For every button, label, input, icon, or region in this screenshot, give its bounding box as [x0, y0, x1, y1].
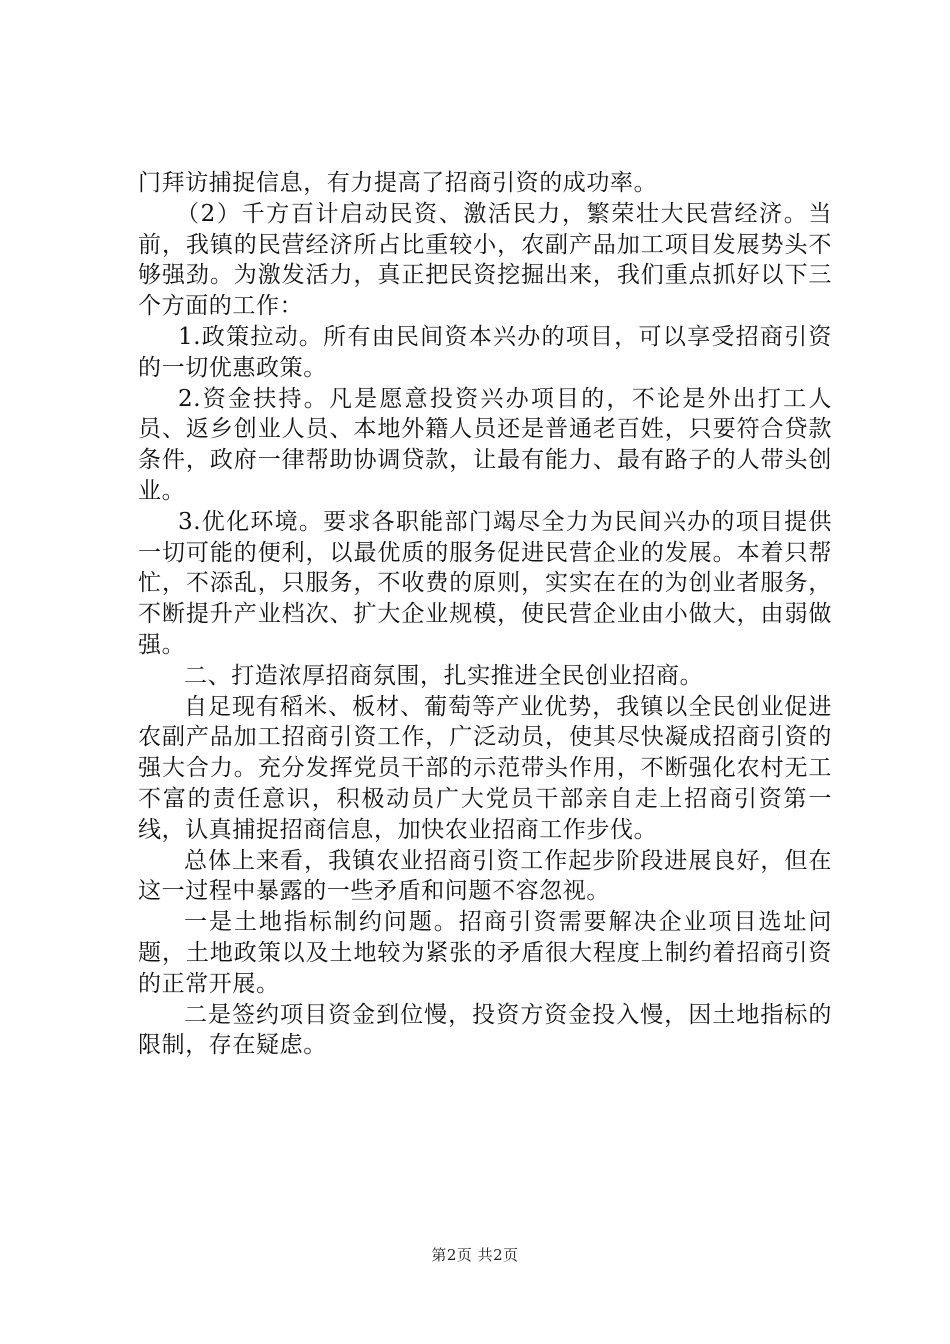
section-heading-atmosphere: 二、打造浓厚招商氛围，扎实推进全民创业招商。 [184, 662, 704, 689]
paragraph-industry-advantage: 自足现有稻米、板材、葡萄等产业优势，我镇以全民创业促进农副产品加工招商引资工作，广泛动员，使其尽快凝成招商引资的强大合力。充分发挥党员干部的示范带头作用，不断强化农村无工不富的责任意识，积极动员广大党员干部亲自走上招商引资第一线，认真捕捉招商信息，加快农业招商工作步伐。 [138, 693, 832, 843]
paragraph-optimize-environment: 3.优化环境。要求各职能部门竭尽全力为民间兴办的项目提供一切可能的便利，以最优质的服务促进民营企业的发展。本着只帮忙，不添乱，只服务，不收费的原则，实实在在的为创业者服务，不断提升产业档次、扩大企业规模，使民营企业由小做大，由弱做强。 [138, 508, 832, 658]
paragraph-continuation: 门拜访捕捉信息，有力提高了招商引资的成功率。 [138, 170, 658, 196]
paragraph-land-issue: 一是土地指标制约问题。招商引资需要解决企业项目选址问题，土地政策以及土地较为紧张的矛盾很大程度上制约着招商引资的正常开展。 [138, 909, 832, 997]
paragraph-private-capital: （2）千方百计启动民资、激活民力，繁荣壮大民营经济。当前，我镇的民营经济所占比重较小，农副产品加工项目发展势头不够强劲。为激发活力，真正把民资挖掘出来，我们重点抓好以下三个方面的工作： [138, 200, 832, 320]
document-body [138, 168, 832, 1061]
page-number-footer: 第2页 共2页 [431, 1246, 519, 1264]
paragraph-funding-support: 2.资金扶持。凡是愿意投资兴办项目的，不论是外出打工人员、返乡创业人员、本地外籍人员还是普通老百姓，只要符合贷款条件，政府一律帮助协调贷款，让最有能力、最有路子的人带头创业。 [138, 385, 832, 504]
paragraph-policy-pull: 1.政策拉动。所有由民间资本兴办的项目，可以享受招商引资的一切优惠政策。 [138, 323, 832, 381]
paragraph-overall-summary: 总体上来看，我镇农业招商引资工作起步阶段进展良好，但在这一过程中暴露的一些矛盾和问题不容忽视。 [138, 847, 832, 905]
paragraph-funding-delay: 二是签约项目资金到位慢，投资方资金投入慢，因土地指标的限制，存在疑虑。 [138, 1001, 832, 1059]
